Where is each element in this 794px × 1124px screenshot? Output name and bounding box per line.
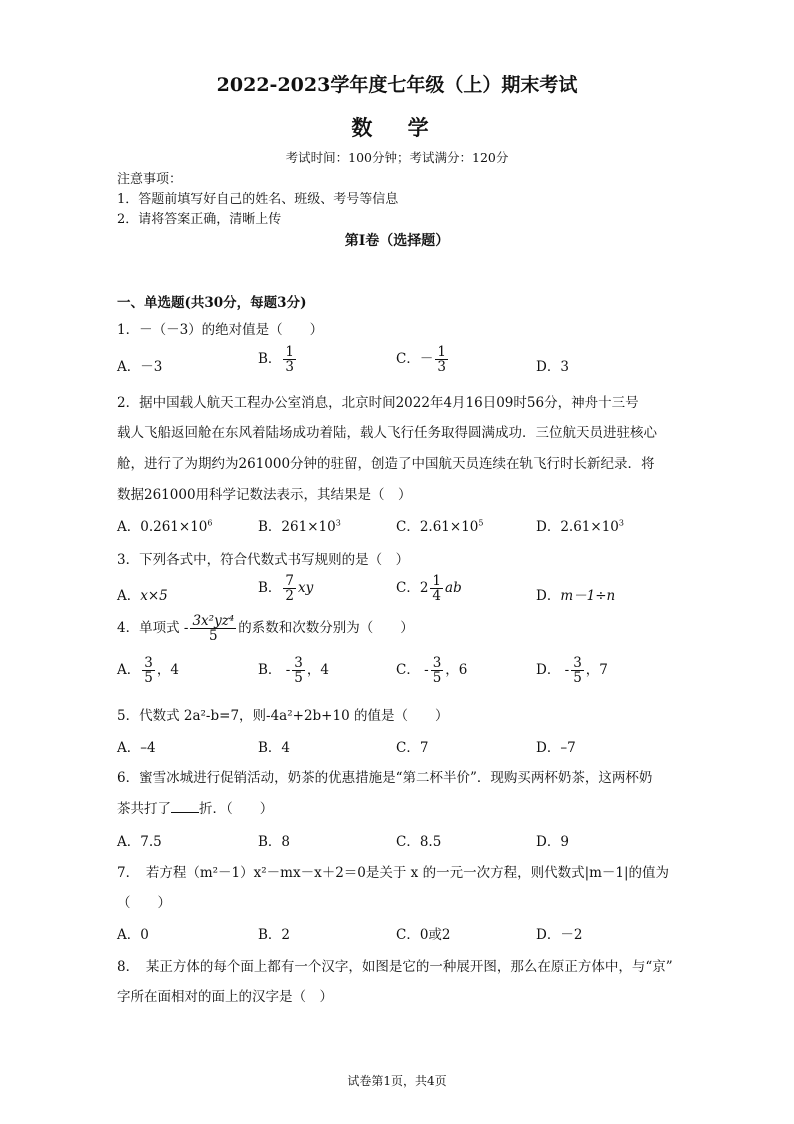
- q6-option-a: A．7.5: [117, 834, 162, 850]
- q4-option-a: A． $\frac{3}{5}$ ，4: [117, 655, 179, 687]
- q4-option-b: B． - $\frac{3}{5}$ ，4: [258, 655, 329, 687]
- q2-option-a: A．$0.261\times 10^6$: [117, 518, 213, 535]
- question-2-line-1: 2．据中国载人航天工程办公室消息，北京时间2022年4月16日09时56分，神舟十三号: [117, 395, 639, 411]
- section-title: 一、单选题(共30分，每题3分): [117, 295, 307, 311]
- q2-option-c: C．$2.61\times 10^5$: [396, 518, 484, 535]
- question-5-stem: 5．代数式 2a²-b=7，则-4a²+2b+10 的值是（ ）: [117, 708, 449, 724]
- q5-option-d: D．–7: [536, 740, 576, 756]
- monomial-fraction: $\frac{\text{3x²yz⁴}}{5}$: [192, 613, 235, 645]
- q3-option-c: C．2 $\frac{1}{4}$ ab: [396, 573, 462, 605]
- notice-item-1: 1．答题前填写好自己的姓名、班级、考号等信息: [117, 192, 399, 207]
- question-7-line-2: （ ）: [117, 895, 171, 911]
- q6-option-b: B．8: [258, 834, 291, 850]
- q1-option-c: C．－ $\frac{1}{3}$: [396, 344, 446, 376]
- q3-option-d: D．m－1÷n: [536, 588, 616, 604]
- question-4-stem: 4．单项式 - $\frac{\text{3x²yz⁴}}{5}$ 的系数和次数分别为（ ）: [117, 613, 414, 645]
- q5-option-c: C．7: [396, 740, 429, 756]
- q7-option-a: A．0: [117, 927, 149, 943]
- exam-title: 2022-2023学年度七年级（上）期末考试: [216, 74, 578, 96]
- fraction: $\frac{1}{4}$: [432, 573, 442, 605]
- question-2-line-2: 载人飞船返回舱在东风着陆场成功着陆，载人飞行任务取得圆满成功．三位航天员进驻核心: [117, 425, 657, 441]
- q3-option-b: B． $\frac{7}{2}$ xy: [258, 573, 314, 605]
- notice-heading: 注意事项：: [117, 172, 183, 187]
- q6-option-d: D．9: [536, 834, 569, 850]
- q4-option-c: C． - $\frac{3}{5}$ ，6: [396, 655, 468, 687]
- q5-option-b: B．4: [258, 740, 291, 756]
- answer-blank: [171, 800, 199, 813]
- question-8-line-2: 字所在面相对的面上的汉字是（ ）: [117, 989, 333, 1005]
- q7-option-d: D．－2: [536, 927, 583, 943]
- question-1-stem: 1．－（－3）的绝对值是（ ）: [117, 322, 324, 338]
- question-6-line-1: 6．蜜雪冰城进行促销活动，奶茶的优惠措施是“第二杯半价”．现购买两杯奶茶，这两杯奶: [117, 770, 653, 786]
- fraction: $\frac{3}{5}$: [432, 655, 442, 687]
- question-3-stem: 3．下列各式中，符合代数式书写规则的是（ ）: [117, 552, 410, 568]
- subject-title: 数 学: [351, 115, 443, 140]
- question-6-line-2: 茶共打了 折．（ ）: [117, 801, 274, 817]
- page-footer: 试卷第1页，共4页: [347, 1074, 447, 1088]
- volume-title: 第I卷（选择题）: [344, 233, 450, 249]
- q1-option-a: A．－3: [117, 359, 163, 375]
- q2-option-b: B．$261\times 10^3$: [258, 518, 341, 535]
- fraction: $\frac{3}{5}$: [144, 655, 153, 687]
- fraction: $\frac{7}{2}$: [285, 573, 295, 605]
- notice-item-2: 2．请将答案正确，清晰上传: [117, 212, 282, 227]
- q3-option-a: A．x×5: [117, 588, 168, 604]
- question-2-line-3: 舱，进行了为期约为261000分钟的驻留，创造了中国航天员连续在轨飞行时长新纪录．将: [117, 456, 655, 472]
- question-8-line-1: 8． 某正方体的每个面上都有一个汉字，如图是它的一种展开图，那么在原正方体中，与“京”: [117, 959, 673, 975]
- question-2-line-4: 数据261000用科学记数法表示，其结果是（ ）: [117, 487, 412, 503]
- question-7-line-1: 7． 若方程（m²－1）x²－mx－x＋2＝0是关于 x 的一元一次方程，则代数式|m－1|的值为: [117, 865, 670, 881]
- q1-option-d: D．3: [536, 359, 569, 375]
- q2-option-d: D．$2.61\times 10^3$: [536, 518, 624, 535]
- fraction: $\frac{1}{3}$: [437, 344, 446, 376]
- fraction: $\frac{3}{5}$: [573, 655, 582, 687]
- q1-option-b: B． $\frac{1}{3}$: [258, 344, 295, 376]
- q5-option-a: A．–4: [117, 740, 156, 756]
- q4-option-d: D． - $\frac{3}{5}$ ，7: [536, 655, 608, 687]
- q6-option-c: C．8.5: [396, 834, 442, 850]
- q7-option-c: C．0或2: [396, 927, 451, 943]
- fraction: $\frac{1}{3}$: [285, 344, 295, 376]
- q7-option-b: B．2: [258, 927, 291, 943]
- fraction: $\frac{3}{5}$: [294, 655, 303, 687]
- exam-info: 考试时间：100分钟；考试满分：120分: [285, 150, 509, 165]
